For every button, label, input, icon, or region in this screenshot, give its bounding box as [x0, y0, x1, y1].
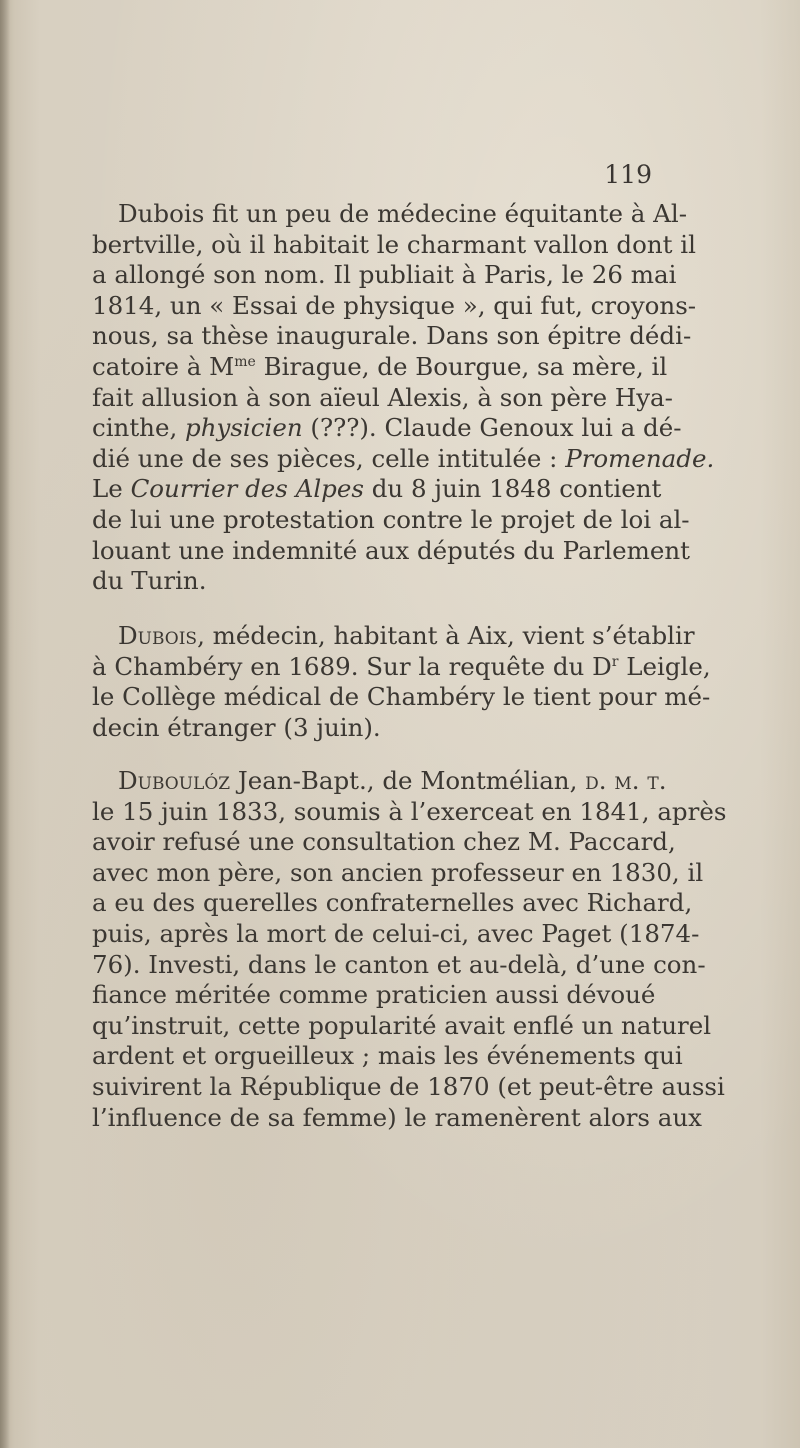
text-segment: suivirent la République de 1870 (et peut-être aussi — [92, 1071, 725, 1101]
text-line — [92, 1071, 725, 1103]
paragraph-dubois-albertville — [92, 199, 715, 597]
text-line — [92, 413, 682, 444]
text-line — [92, 949, 706, 981]
page-number: 119 — [604, 160, 652, 189]
text-line — [92, 260, 677, 291]
text-line — [92, 651, 711, 683]
text-line — [92, 1010, 712, 1042]
text-segment: Courrier des Alpes — [130, 474, 364, 504]
text-segment: Duboulóz — [118, 766, 231, 795]
text-segment: du 8 juin 1848 contient — [363, 474, 662, 504]
text-segment: du Turin. — [92, 566, 207, 596]
text-line — [92, 504, 690, 536]
text-segment: l’influence de sa femme) le ramenèrent alors aux — [92, 1102, 702, 1132]
text-segment: le Collège médical de Chambéry le tient pour mé- — [92, 682, 711, 712]
text-segment: fiance méritée comme praticien aussi dévoué — [92, 980, 656, 1010]
text-segment: Leigle, — [618, 651, 711, 681]
text-segment: , médecin, habitant à Aix, vient s’établir — [197, 621, 695, 650]
text-line — [92, 474, 662, 505]
text-line — [92, 857, 704, 889]
text-segment: (???). Claude Genoux lui a dé- — [302, 413, 682, 443]
text-line — [92, 566, 655, 597]
text-segment: 1814, un « Essai de physique », qui fut, croyons- — [92, 290, 697, 320]
text-segment: catoire à M — [92, 351, 235, 381]
text-segment: a allongé son nom. Il publiait à Paris, le 26 mai — [92, 260, 677, 290]
text-segment: Le — [92, 474, 131, 504]
text-segment: nous, sa thèse inaugurale. Dans son épitre dédi- — [92, 321, 692, 351]
text-line — [92, 199, 687, 230]
text-line — [92, 980, 655, 1011]
text-segment: puis, après la mort de celui-ci, avec Paget (1874- — [92, 918, 700, 948]
text-segment: decin étranger (3 juin). — [92, 712, 381, 742]
text-segment: Promenade. — [565, 443, 715, 473]
text-segment: qu’instruit, cette popularité avait enflé un naturel — [92, 1010, 712, 1040]
text-line — [92, 382, 673, 414]
text-segment: avec mon père, son ancien professeur en 1830, il — [92, 857, 704, 887]
text-line — [92, 796, 727, 828]
text-segment: louant une indemnité aux députés du Parlement — [92, 535, 690, 565]
text-line — [92, 229, 696, 261]
text-segment: physicien — [185, 413, 303, 443]
paragraph-duboulóz — [92, 766, 727, 1133]
text-segment: Dubois fit un peu de médecine équitante à Al- — [118, 199, 687, 228]
text-segment: me — [234, 353, 256, 370]
text-line — [92, 888, 693, 919]
text-line — [92, 321, 692, 352]
text-line — [92, 682, 711, 713]
text-line — [92, 290, 697, 322]
text-line — [92, 827, 676, 858]
text-line — [92, 1041, 683, 1072]
text-line — [92, 1102, 702, 1134]
text-line — [92, 351, 668, 383]
paragraph-dubois-aix — [92, 621, 711, 743]
text-segment: Jean-Bapt., de Montmélian, — [230, 766, 586, 795]
text-segment: de lui une protestation contre le projet de loi al- — [92, 504, 690, 534]
text-segment: r — [611, 653, 619, 670]
text-line — [92, 621, 695, 652]
text-segment: ardent et orgueilleux ; mais les événements qui — [92, 1041, 683, 1071]
text-segment: fait allusion à son aïeul Alexis, à son père Hya- — [92, 382, 673, 412]
text-line — [92, 713, 655, 744]
text-line — [92, 443, 715, 475]
text-segment: d. m. t. — [585, 766, 667, 795]
text-line — [92, 535, 690, 567]
text-line — [92, 918, 700, 950]
text-segment: Birague, de Bourgue, sa mère, il — [255, 351, 668, 381]
text-segment: à Chambéry en 1689. Sur la requête du D — [92, 651, 612, 681]
text-line — [92, 766, 667, 797]
text-segment: avoir refusé une consultation chez M. Paccard, — [92, 827, 676, 857]
text-segment: le 15 juin 1833, soumis à l’exerceat en 1841, après — [92, 796, 727, 826]
text-segment: a eu des querelles confraternelles avec Richard, — [92, 888, 693, 918]
text-segment: cinthe, — [92, 413, 186, 443]
text-segment: dié une de ses pièces, celle intitulée : — [92, 443, 566, 473]
text-segment: bertville, où il habitait le charmant vallon dont il — [92, 229, 696, 259]
text-segment: Dubois — [118, 621, 198, 650]
text-segment: 76). Investi, dans le canton et au-delà, d’une con- — [92, 949, 706, 979]
